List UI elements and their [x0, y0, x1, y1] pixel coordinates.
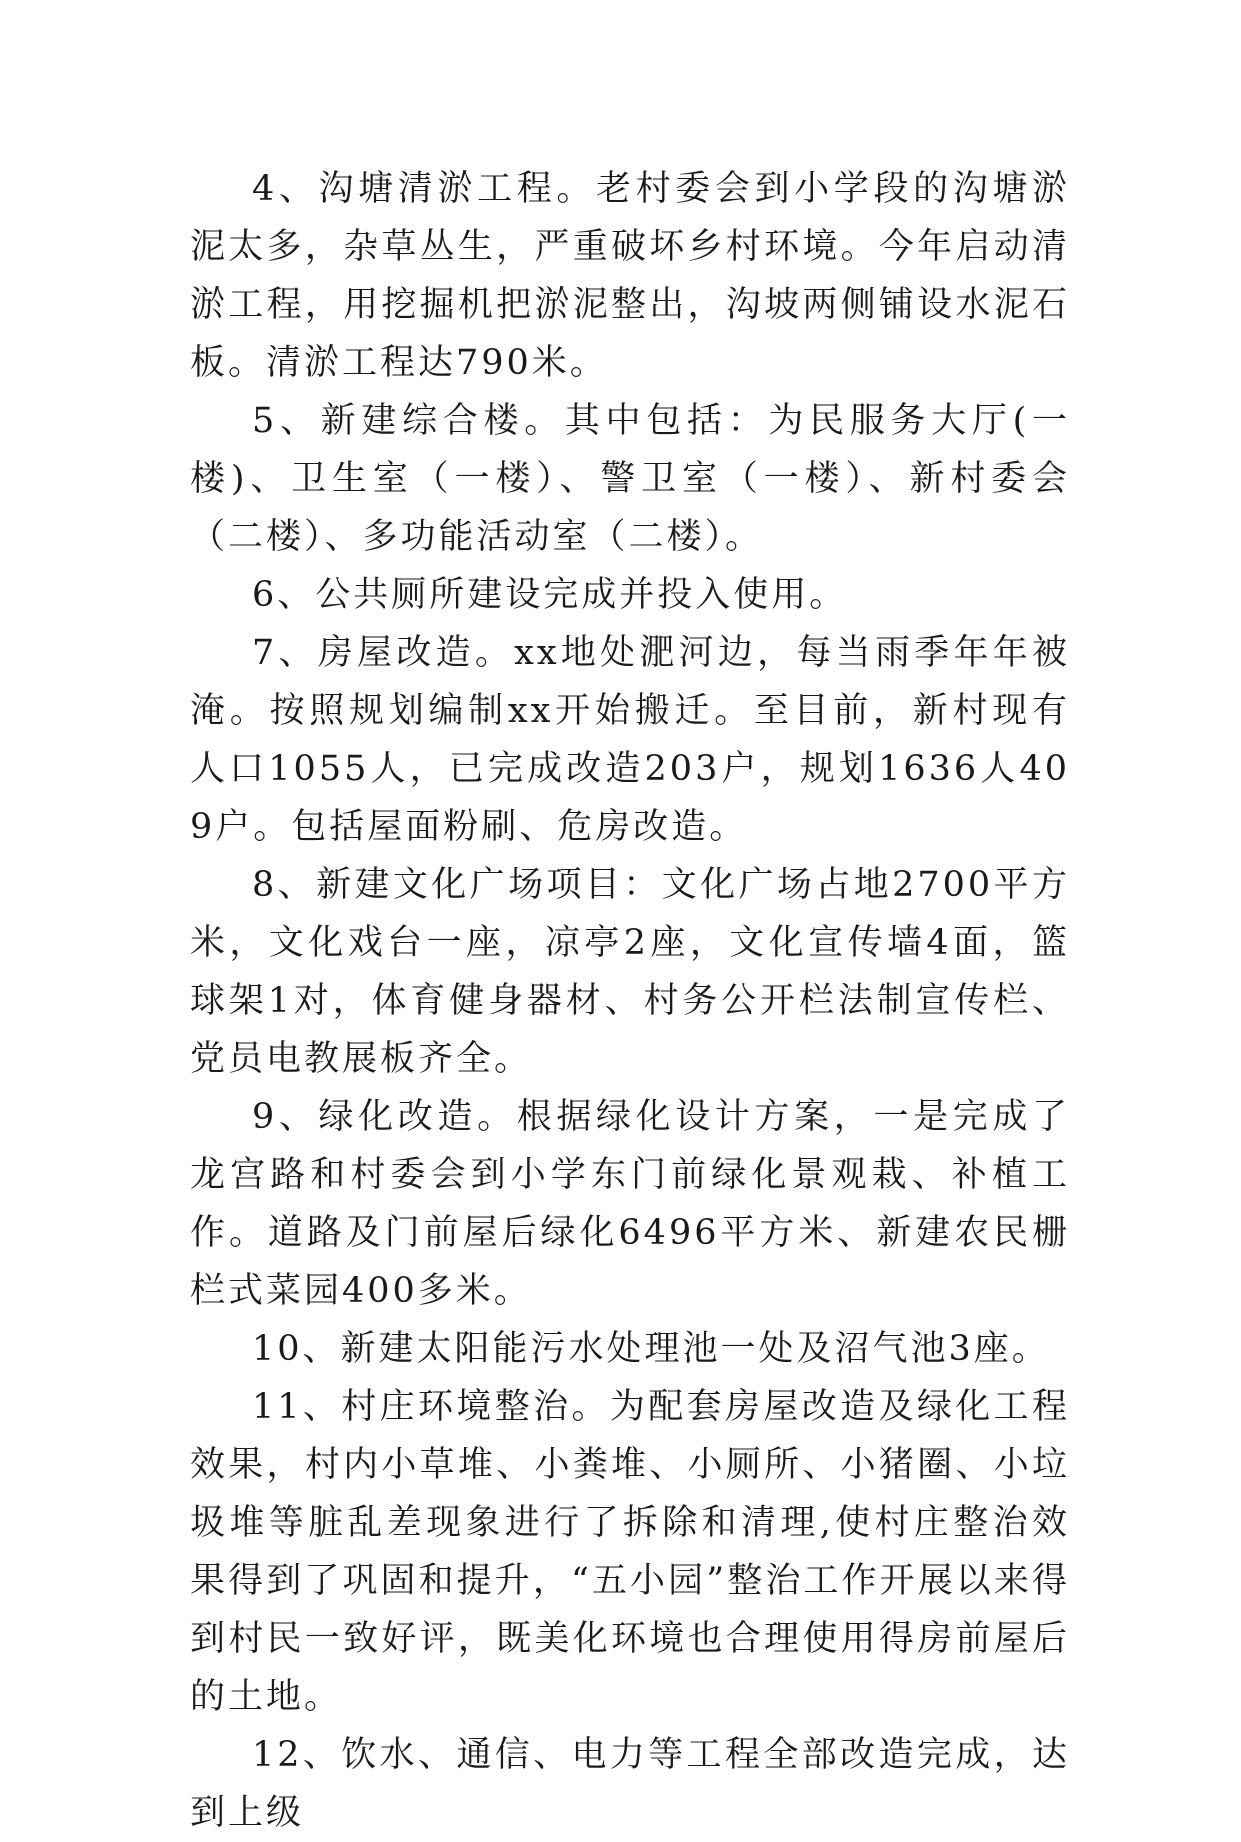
paragraph-item-12: 12、饮水、通信、电力等工程全部改造完成，达到上级	[190, 1735, 1070, 1833]
paragraph-item-4: 4、沟塘清淤工程。老村委会到小学段的沟塘淤泥太多，杂草丛生，严重破坏乡村环境。今年启动清淤工程，用挖掘机把淤泥整出，沟坡两侧铺设水泥石板。清淤工程达790米。	[190, 169, 1070, 383]
paragraph-item-6: 6、公共厕所建设完成并投入使用。	[252, 575, 848, 615]
paragraph-item-11: 11、村庄环境整治。为配套房屋改造及绿化工程效果，村内小草堆、小粪堆、小厕所、小猪圈、小垃圾堆等脏乱差现象进行了拆除和清理,使村庄整治效果得到了巩固和提升，“五小园”整治工作开展以来得到村民一致好评，既美化环境也合理使用得房前屋后的土地。	[190, 1387, 1070, 1717]
paragraph-item-10: 10、新建太阳能污水处理池一处及沼气池3座。	[252, 1329, 1050, 1369]
paragraph-item-5: 5、新建综合楼。其中包括：为民服务大厅(一楼)、卫生室（一楼）、警卫室（一楼）、新村委会（二楼）、多功能活动室（二楼）。	[190, 401, 1070, 557]
paragraph-item-9: 9、绿化改造。根据绿化设计方案，一是完成了龙宫路和村委会到小学东门前绿化景观栽、补植工作。道路及门前屋后绿化6496平方米、新建农民栅栏式菜园400多米。	[190, 1097, 1070, 1311]
paragraph-item-8: 8、新建文化广场项目：文化广场占地2700平方米，文化戏台一座，凉亭2座，文化宣传墙4面，篮球架1对，体育健身器材、村务公开栏法制宣传栏、党员电教展板齐全。	[190, 865, 1070, 1079]
paragraph-item-7: 7、房屋改造。xx地处淝河边，每当雨季年年被淹。按照规划编制xx开始搬迁。至目前，新村现有人口1055人，已完成改造203户，规划1636人409户。包括屋面粉刷、危房改造。	[190, 633, 1070, 847]
document-body	[190, 160, 1070, 1842]
